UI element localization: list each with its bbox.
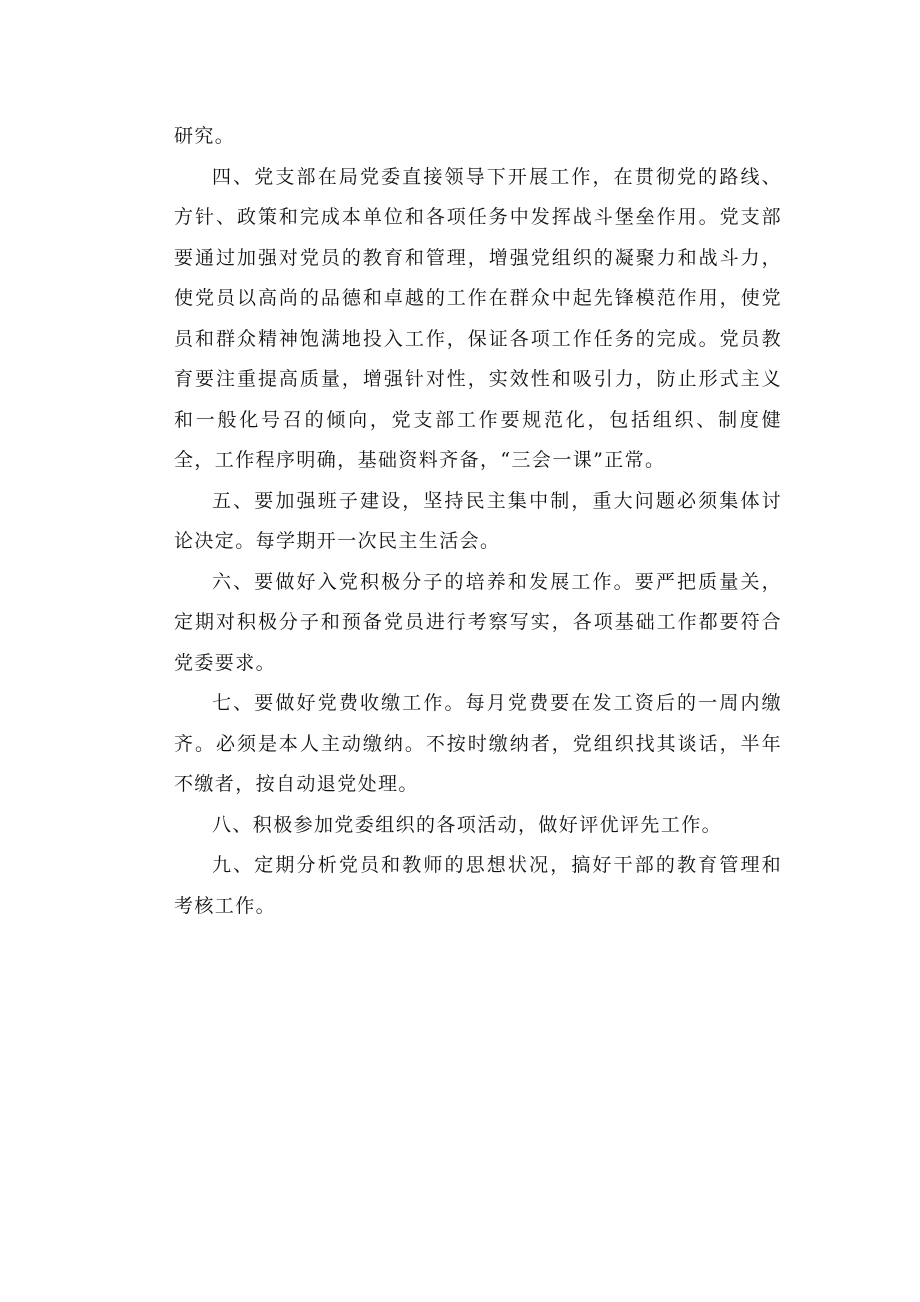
paragraph-item-8: 八、积极参加党委组织的各项活动，做好评优评先工作。 xyxy=(212,813,723,836)
paragraph-item-7: 七、要做好党费收缴工作。每月党费要在发工资后的一周内缴齐。必须是本人主动缴纳。不按时缴纳者，党组织找其谈话，半年不缴者，按自动退党处理。 xyxy=(174,692,782,795)
paragraph-item-5: 五、要加强班子建设，坚持民主集中制，重大问题必须集体讨论决定。每学期开一次民主生活会。 xyxy=(174,489,782,552)
paragraph-item-6: 六、要做好入党积极分子的培养和发展工作。要严把质量关，定期对积极分子和预备党员进行考察写实，各项基础工作都要符合党委要求。 xyxy=(174,570,782,674)
paragraph-item-9: 九、定期分析党员和教师的思想状况，搞好干部的教育管理和考核工作。 xyxy=(174,854,782,917)
paragraph-continuation: 研究。 xyxy=(174,125,236,147)
paragraph-item-4: 四、党支部在局党委直接领导下开展工作，在贯彻党的路线、方针、政策和完成本单位和各项任务中发挥战斗堡垒作用。党支部要通过加强对党员的教育和管理，增强党组织的凝聚力和战斗力，使党员以高尚的品德和卓越的工作在群众中起先锋模范作用，使党员和群众精神饱满地投入工作，保证各项工作任务的完成。党员教育要注重提高质量，增强针对性，实效性和吸引力，防止形式主义和一般化号召的倾向，党支部工作要规范化，包括组织、制度健全，工作程序明确，基础资料齐备，“三会一课”正常。 xyxy=(174,165,782,471)
document-body xyxy=(174,116,782,926)
